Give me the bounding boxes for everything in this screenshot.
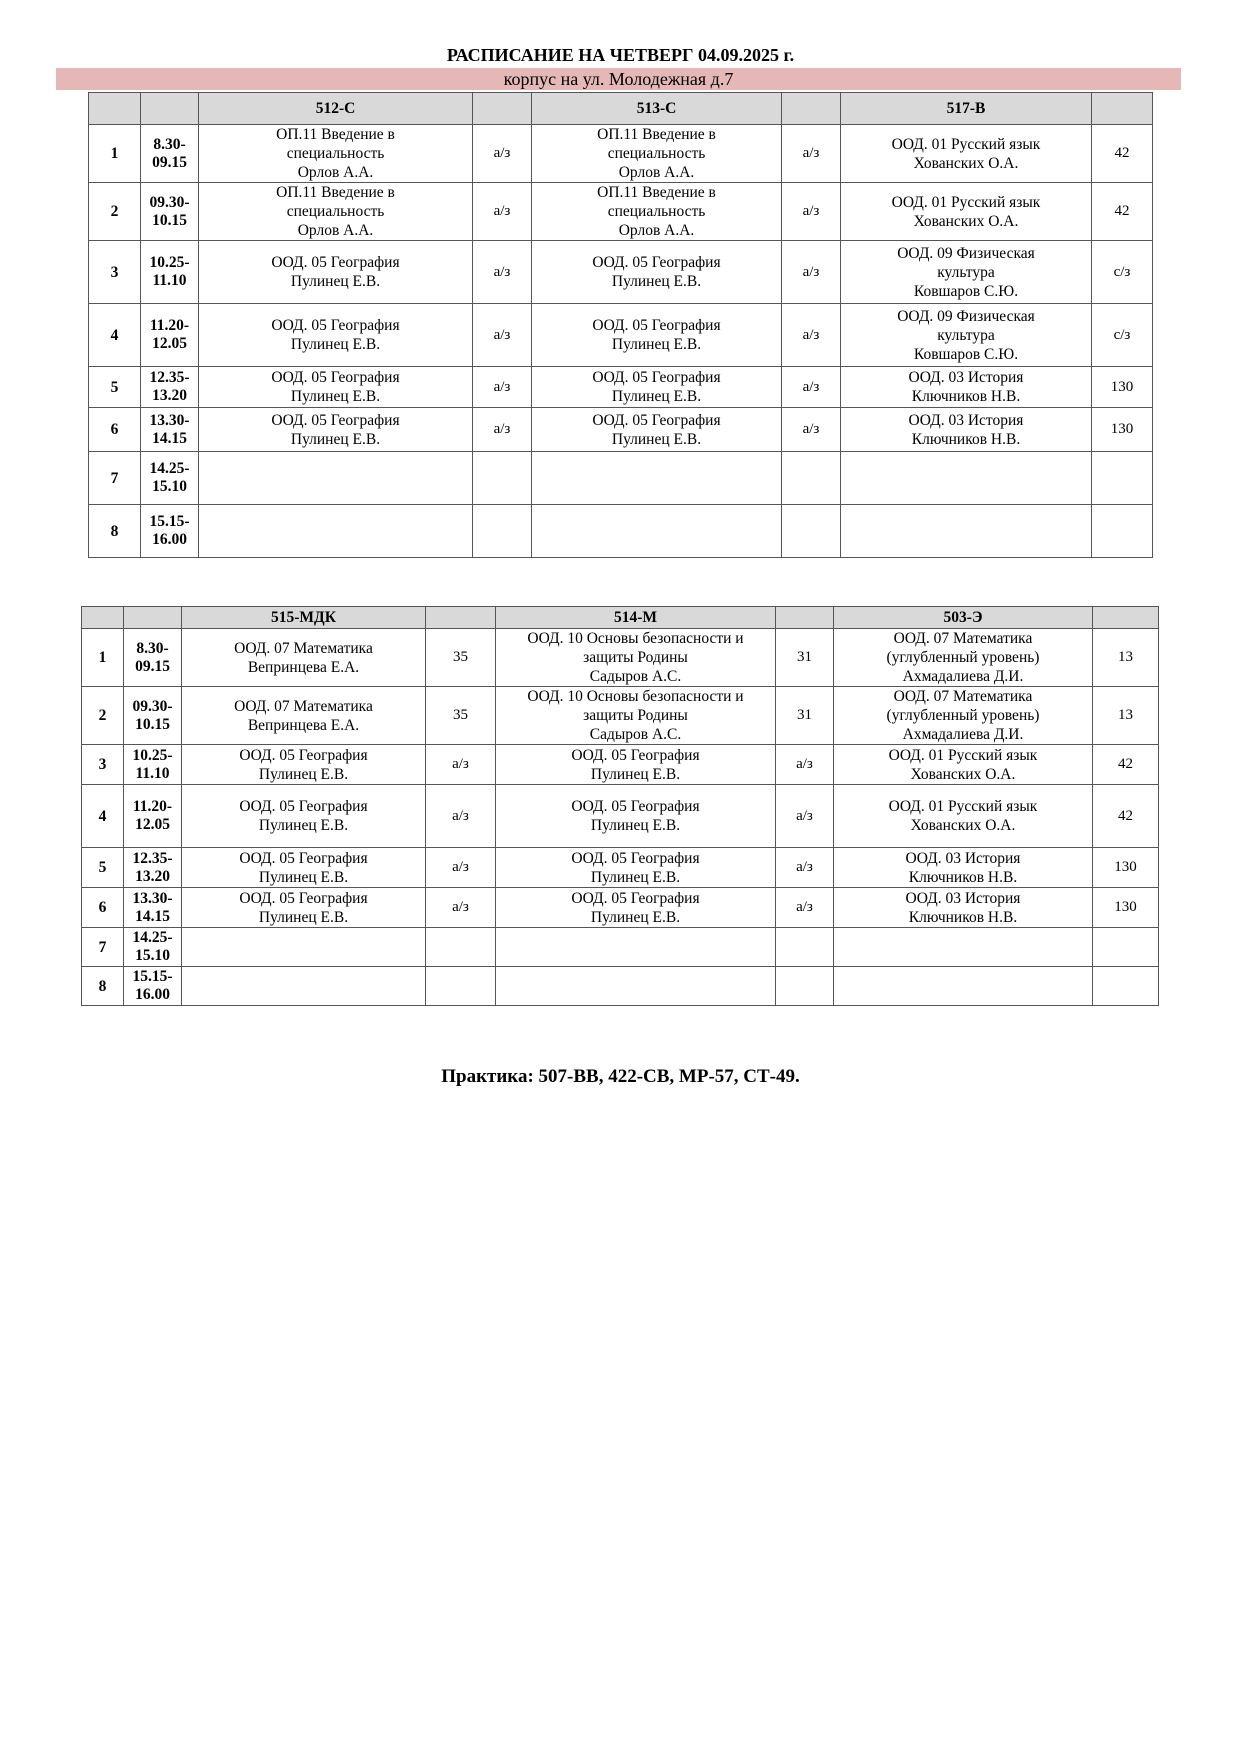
group-header: 517-В: [841, 93, 1092, 125]
room-cell: а/з: [473, 183, 532, 241]
subject-cell: [532, 505, 782, 558]
schedule-table-1: [88, 92, 1153, 558]
table-row: [89, 367, 1153, 408]
room-cell: с/з: [1092, 241, 1153, 304]
lesson-time: 10.25- 11.10: [124, 745, 182, 785]
table-row: [82, 687, 1159, 745]
room-cell: [1092, 505, 1153, 558]
lesson-number: 3: [89, 241, 141, 304]
table-row: [82, 928, 1159, 967]
subject-cell: ООД. 05 География Пулинец Е.В.: [496, 848, 776, 888]
table-row: [89, 125, 1153, 183]
lesson-time: 13.30- 14.15: [141, 408, 199, 452]
room-cell: а/з: [473, 367, 532, 408]
room-cell: 42: [1093, 745, 1159, 785]
subject-cell: [182, 967, 426, 1006]
lesson-number: 8: [89, 505, 141, 558]
table-row: [82, 967, 1159, 1006]
room-cell: [473, 505, 532, 558]
header-room: [1093, 607, 1159, 629]
room-cell: 42: [1092, 183, 1153, 241]
lesson-number: 2: [89, 183, 141, 241]
subject-cell: ООД. 05 География Пулинец Е.В.: [199, 367, 473, 408]
subject-cell: [199, 505, 473, 558]
subject-cell: ООД. 05 География Пулинец Е.В.: [532, 241, 782, 304]
room-cell: а/з: [473, 125, 532, 183]
table-row: [82, 785, 1159, 848]
room-cell: [473, 452, 532, 505]
lesson-number: 3: [82, 745, 124, 785]
subject-cell: ОП.11 Введение в специальность Орлов А.А.: [199, 183, 473, 241]
subject-cell: ООД. 05 География Пулинец Е.В.: [199, 304, 473, 367]
lesson-time: 8.30- 09.15: [124, 629, 182, 687]
room-cell: а/з: [782, 367, 841, 408]
lesson-time: 09.30- 10.15: [141, 183, 199, 241]
lesson-time: 11.20- 12.05: [124, 785, 182, 848]
room-cell: а/з: [473, 241, 532, 304]
table-row: [82, 848, 1159, 888]
header-room: [1092, 93, 1153, 125]
lesson-number: 2: [82, 687, 124, 745]
page-title: РАСПИСАНИЕ НА ЧЕТВЕРГ 04.09.2025 г.: [446, 45, 795, 65]
room-cell: 31: [776, 629, 834, 687]
subject-cell: [496, 967, 776, 1006]
subject-cell: ООД. 05 География Пулинец Е.В.: [199, 408, 473, 452]
table-row: [89, 304, 1153, 367]
table-row: [82, 629, 1159, 687]
lesson-time: 09.30- 10.15: [124, 687, 182, 745]
room-cell: 31: [776, 687, 834, 745]
subject-cell: ООД. 10 Основы безопасности и защиты Родины Садыров А.С.: [496, 629, 776, 687]
table-row: [82, 888, 1159, 928]
subject-cell: ООД. 05 География Пулинец Е.В.: [532, 367, 782, 408]
subject-cell: [834, 928, 1093, 967]
subject-cell: ООД. 10 Основы безопасности и защиты Родины Садыров А.С.: [496, 687, 776, 745]
subject-cell: ООД. 01 Русский язык Хованских О.А.: [834, 785, 1093, 848]
subject-cell: [532, 452, 782, 505]
room-cell: 42: [1093, 785, 1159, 848]
subject-cell: ООД. 05 География Пулинец Е.В.: [182, 745, 426, 785]
lesson-time: 15.15- 16.00: [141, 505, 199, 558]
header-num: [89, 93, 141, 125]
lesson-number: 7: [82, 928, 124, 967]
subject-cell: ООД. 01 Русский язык Хованских О.А.: [834, 745, 1093, 785]
room-cell: 35: [426, 687, 496, 745]
subject-cell: [841, 505, 1092, 558]
room-cell: [776, 928, 834, 967]
lesson-number: 7: [89, 452, 141, 505]
room-cell: а/з: [782, 304, 841, 367]
room-cell: 13: [1093, 687, 1159, 745]
header-room: [473, 93, 532, 125]
room-cell: [1093, 967, 1159, 1006]
lesson-number: 4: [89, 304, 141, 367]
lesson-number: 1: [82, 629, 124, 687]
lesson-time: 8.30- 09.15: [141, 125, 199, 183]
subject-cell: ООД. 05 География Пулинец Е.В.: [182, 888, 426, 928]
subject-cell: [199, 452, 473, 505]
building-band: корпус на ул. Молодежная д.7: [56, 68, 1181, 90]
group-header: 515-МДК: [182, 607, 426, 629]
group-header: 512-С: [199, 93, 473, 125]
room-cell: а/з: [776, 745, 834, 785]
header-room: [782, 93, 841, 125]
table-header-row: [89, 93, 1153, 125]
subject-cell: ОП.11 Введение в специальность Орлов А.А.: [532, 125, 782, 183]
subject-cell: ОП.11 Введение в специальность Орлов А.А.: [532, 183, 782, 241]
table-row: [89, 183, 1153, 241]
room-cell: [782, 505, 841, 558]
table-row: [89, 241, 1153, 304]
room-cell: [1093, 928, 1159, 967]
subject-cell: ООД. 05 География Пулинец Е.В.: [496, 745, 776, 785]
room-cell: 130: [1093, 888, 1159, 928]
room-cell: а/з: [776, 785, 834, 848]
room-cell: а/з: [782, 408, 841, 452]
subject-cell: ООД. 07 Математика (углубленный уровень) Ахмадалиева Д.И.: [834, 629, 1093, 687]
room-cell: а/з: [776, 848, 834, 888]
subject-cell: [496, 928, 776, 967]
subject-cell: ООД. 03 История Ключников Н.В.: [834, 888, 1093, 928]
table-row: [89, 505, 1153, 558]
subject-cell: ООД. 03 История Ключников Н.В.: [841, 367, 1092, 408]
subject-cell: ООД. 05 География Пулинец Е.В.: [199, 241, 473, 304]
table-row: [89, 452, 1153, 505]
subject-cell: ООД. 05 География Пулинец Е.В.: [532, 408, 782, 452]
room-cell: а/з: [426, 888, 496, 928]
subject-cell: ООД. 07 Математика Вепринцева Е.А.: [182, 687, 426, 745]
subject-cell: [182, 928, 426, 967]
practice-note: Практика: 507-ВВ, 422-СВ, МР-57, СТ-49.: [441, 1066, 800, 1087]
lesson-time: 11.20- 12.05: [141, 304, 199, 367]
lesson-time: 13.30- 14.15: [124, 888, 182, 928]
room-cell: а/з: [782, 241, 841, 304]
room-cell: а/з: [426, 785, 496, 848]
subject-cell: ООД. 07 Математика (углубленный уровень) Ахмадалиева Д.И.: [834, 687, 1093, 745]
group-header: 513-С: [532, 93, 782, 125]
room-cell: с/з: [1092, 304, 1153, 367]
subject-cell: ООД. 09 Физическая культура Ковшаров С.Ю.: [841, 304, 1092, 367]
group-header: 503-Э: [834, 607, 1093, 629]
lesson-time: 14.25- 15.10: [141, 452, 199, 505]
lesson-number: 1: [89, 125, 141, 183]
room-cell: а/з: [426, 745, 496, 785]
subject-cell: ОП.11 Введение в специальность Орлов А.А.: [199, 125, 473, 183]
subject-cell: ООД. 03 История Ключников Н.В.: [834, 848, 1093, 888]
room-cell: а/з: [782, 183, 841, 241]
table-row: [82, 745, 1159, 785]
lesson-number: 4: [82, 785, 124, 848]
lesson-time: 14.25- 15.10: [124, 928, 182, 967]
subject-cell: ООД. 05 География Пулинец Е.В.: [182, 848, 426, 888]
subject-cell: ООД. 05 География Пулинец Е.В.: [496, 888, 776, 928]
lesson-number: 6: [89, 408, 141, 452]
lesson-time: 15.15- 16.00: [124, 967, 182, 1006]
room-cell: а/з: [426, 848, 496, 888]
header-time: [141, 93, 199, 125]
header-room: [776, 607, 834, 629]
room-cell: [426, 967, 496, 1006]
room-cell: а/з: [473, 408, 532, 452]
schedule-table-2: [81, 606, 1159, 1006]
subject-cell: ООД. 03 История Ключников Н.В.: [841, 408, 1092, 452]
table-row: [89, 408, 1153, 452]
subject-cell: ООД. 01 Русский язык Хованских О.А.: [841, 183, 1092, 241]
room-cell: а/з: [473, 304, 532, 367]
subject-cell: ООД. 05 География Пулинец Е.В.: [182, 785, 426, 848]
lesson-time: 12.35- 13.20: [141, 367, 199, 408]
subject-cell: ООД. 07 Математика Вепринцева Е.А.: [182, 629, 426, 687]
lesson-number: 8: [82, 967, 124, 1006]
room-cell: а/з: [776, 888, 834, 928]
subject-cell: ООД. 05 География Пулинец Е.В.: [496, 785, 776, 848]
room-cell: 13: [1093, 629, 1159, 687]
header-time: [124, 607, 182, 629]
header-room: [426, 607, 496, 629]
room-cell: [782, 452, 841, 505]
group-header: 514-М: [496, 607, 776, 629]
subject-cell: [841, 452, 1092, 505]
room-cell: [776, 967, 834, 1006]
room-cell: 42: [1092, 125, 1153, 183]
subject-cell: ООД. 09 Физическая культура Ковшаров С.Ю.: [841, 241, 1092, 304]
room-cell: [426, 928, 496, 967]
room-cell: а/з: [782, 125, 841, 183]
table-header-row: [82, 607, 1159, 629]
room-cell: 130: [1093, 848, 1159, 888]
lesson-number: 5: [89, 367, 141, 408]
subject-cell: ООД. 05 География Пулинец Е.В.: [532, 304, 782, 367]
subject-cell: [834, 967, 1093, 1006]
room-cell: 130: [1092, 367, 1153, 408]
room-cell: 35: [426, 629, 496, 687]
room-cell: 130: [1092, 408, 1153, 452]
room-cell: [1092, 452, 1153, 505]
subject-cell: ООД. 01 Русский язык Хованских О.А.: [841, 125, 1092, 183]
header-num: [82, 607, 124, 629]
lesson-time: 12.35- 13.20: [124, 848, 182, 888]
lesson-number: 6: [82, 888, 124, 928]
lesson-time: 10.25- 11.10: [141, 241, 199, 304]
lesson-number: 5: [82, 848, 124, 888]
